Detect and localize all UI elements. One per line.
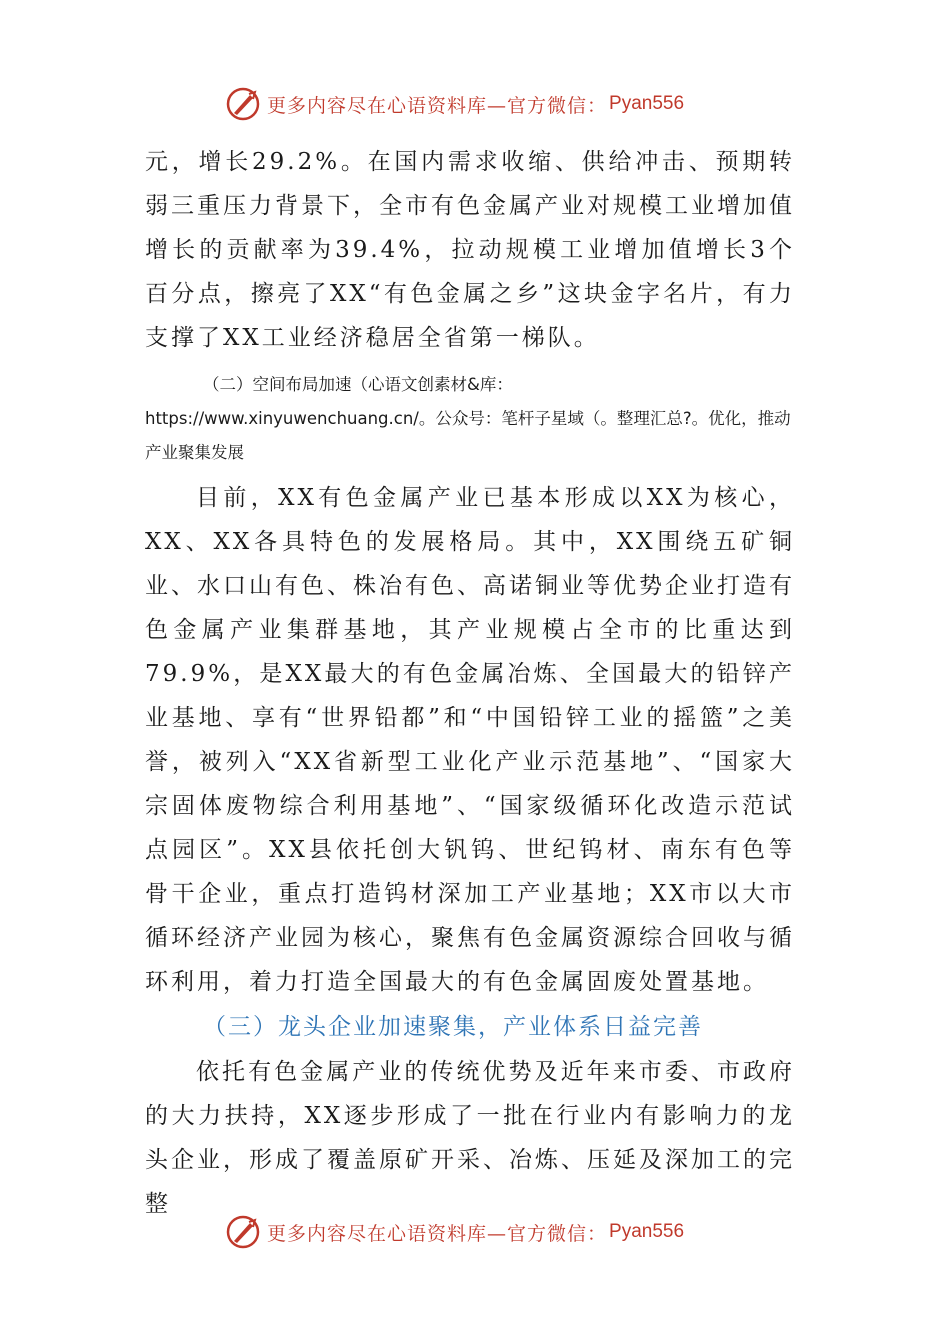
banner-text: 更多内容尽在心语资料库—官方微信： bbox=[267, 1222, 608, 1245]
quill-logo-icon bbox=[225, 1214, 261, 1250]
footer-banner bbox=[225, 1212, 745, 1252]
banner-text: 更多内容尽在心语资料库—官方微信： bbox=[267, 94, 608, 117]
paragraph-1: 元，增长29.2%。在国内需求收缩、供给冲击、预期转弱三重压力背景下，全市有色金属产业对规模工业增加值增长的贡献率为39.4%，拉动规模工业增加值增长3个百分点，擦亮了XX“有色金属之乡”这块金字名片，有力支撑了XX工业经济稳居全省第一梯队。 bbox=[145, 149, 795, 351]
paragraph-2: 目前，XX有色金属产业已基本形成以XX为核心，XX、XX各具特色的发展格局。其中，XX围绕五矿铜业、水口山有色、株冶有色、高诺铜业等优势企业打造有色金属产业集群基地，其产业规模占全市的比重达到79.9%，是XX最大的有色金属冶炼、全国最大的铅锌产业基地、享有“世界铅都”和“中国铅锌工业的摇篮”之美誉，被列入“XX省新型工业化产业示范基地”、“国家大宗固体废物综合利用基地”、“国家级循环化改造示范试点园区”。XX县依托创大钒钨、世纪钨材、南东有色等骨干企业，重点打造钨材深加工产业基地；XX市以大市循环经济产业园为核心，聚焦有色金属资源综合回收与循环利用，着力打造全国最大的有色金属固废处置基地。 bbox=[145, 485, 795, 995]
quill-logo-icon bbox=[225, 86, 261, 122]
banner-wechat-id: Pyan556 bbox=[609, 93, 685, 114]
header-banner bbox=[225, 84, 745, 124]
paragraph-3: 依托有色金属产业的传统优势及近年来市委、市政府的大力扶持，XX逐步形成了一批在行业内有影响力的龙头企业，形成了覆盖原矿开采、冶炼、压延及深加工的完整 bbox=[145, 1059, 795, 1217]
document-body bbox=[145, 140, 795, 1226]
heading-3: （三）龙头企业加速聚集，产业体系日益完善 bbox=[203, 1014, 703, 1040]
subheading-2: （二）空间布局加速（心语文创素材&库：https://www.xinyuwenchuang.cn/。公众号：笔杆子星域（。整理汇总?。优化，推动产业聚集发展 bbox=[145, 375, 791, 462]
banner-wechat-id: Pyan556 bbox=[609, 1221, 685, 1242]
